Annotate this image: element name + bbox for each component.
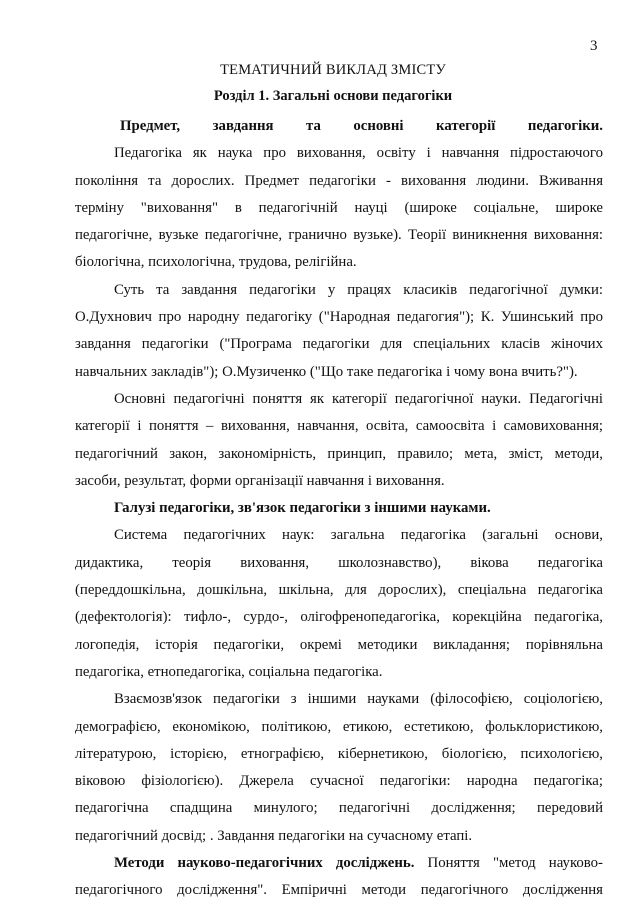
- line-text: Поняття "метод науково-: [414, 855, 603, 872]
- text-line: [75, 168, 603, 195]
- bold-heading: Предмет, завдання та основні категорії педагогіки.: [120, 118, 603, 134]
- text-line: [75, 222, 603, 249]
- body-text: [75, 113, 603, 905]
- line-text: Взаємозв'язок педагогіки з іншими науками (філософією, соціологією,: [114, 691, 603, 708]
- line-text: О.Духнович про народну педагогіку ("Народная педагогия"); К. Ушинський про: [75, 309, 603, 326]
- text-line: [75, 604, 603, 631]
- text-line: [75, 249, 603, 276]
- text-line: [75, 304, 603, 331]
- text-line: [75, 195, 603, 222]
- text-line: [75, 113, 603, 140]
- line-text: біологічна, психологічна, трудова, релігійна.: [75, 254, 357, 271]
- line-text: завдання педагогіки ("Програма педагогіки для спеціальних класів жіночих: [75, 336, 603, 353]
- page-number: 3: [590, 38, 598, 54]
- text-line: [75, 331, 603, 358]
- text-line: [75, 277, 603, 304]
- section-title: Розділ 1. Загальні основи педагогіки: [213, 88, 453, 104]
- line-text: (дефектологія): тифло-, сурдо-, олігофренопедагогіка, корекційна педагогіка,: [75, 609, 603, 626]
- text-line: [75, 768, 603, 795]
- line-text: педагогічний досвід; . Завдання педагогіки на сучасному етапі.: [75, 827, 473, 844]
- line-text: літературою, історією, етнографією, кібернетикою, біологією, психологією,: [75, 745, 603, 762]
- line-text: Педагогіка як наука про виховання, освіту і навчання підростаючого: [114, 145, 603, 162]
- line-text: Основні педагогічні поняття як категорії педагогічної науки. Педагогічні: [114, 390, 603, 407]
- line-text: Система педагогічних наук: загальна педагогіка (загальні основи,: [114, 527, 603, 544]
- text-line: [75, 550, 603, 577]
- text-line: [75, 877, 603, 904]
- text-line: [75, 359, 603, 386]
- bold-heading: Методи науково-педагогічних досліджень.: [114, 855, 415, 872]
- text-line: [75, 413, 603, 440]
- line-text: покоління та дорослих. Предмет педагогіки - виховання людини. Вживання: [75, 172, 603, 189]
- text-line: [75, 741, 603, 768]
- text-line: [75, 714, 603, 741]
- text-line: [75, 632, 603, 659]
- line-text: педагогіка, етнопедагогіка, соціальна педагогіка.: [75, 663, 383, 680]
- line-text: демографією, економікою, політикою, етикою, естетикою, фольклористикою,: [75, 718, 603, 735]
- line-text: педагогічне, вузьке педагогічне, гранично вузьке). Теорії виникнення виховання:: [75, 227, 603, 244]
- line-text: логопедія, історія педагогіки, окремі методики викладання; порівняльна: [75, 636, 603, 653]
- text-line: [75, 823, 603, 850]
- line-text: педагогічний закон, закономірність, принцип, правило; мета, зміст, методи,: [75, 445, 603, 462]
- line-text: Суть та завдання педагогіки у працях класиків педагогічної думки:: [114, 281, 603, 298]
- text-line: [75, 386, 603, 413]
- text-line: [75, 577, 603, 604]
- text-line: [75, 850, 603, 877]
- text-line: [75, 140, 603, 167]
- line-text: педагогічна спадщина минулого; педагогічні дослідження; передовий: [75, 800, 603, 817]
- text-line: [75, 441, 603, 468]
- bold-heading: Галузі педагогіки, зв'язок педагогіки з іншими науками.: [114, 500, 491, 517]
- line-text: (переддошкільна, дошкільна, шкільна, для дорослих), спеціальна педагогіка: [75, 582, 603, 599]
- text-line: [75, 468, 603, 495]
- line-text: педагогічного дослідження". Емпіричні методи педагогічного дослідження: [75, 882, 603, 899]
- document-title: ТЕМАТИЧНИЙ ВИКЛАД ЗМІСТУ: [220, 62, 446, 78]
- text-line: [75, 522, 603, 549]
- text-line: [75, 659, 603, 686]
- line-text: навчальних закладів"); О.Музиченко ("Що таке педагогіка і чому вона вчить?").: [75, 363, 578, 380]
- line-text: засоби, результат, форми організації навчання і виховання.: [75, 472, 445, 489]
- text-line: [75, 495, 603, 522]
- line-text: віковою фізіологією). Джерела сучасної педагогіки: народна педагогіка;: [75, 773, 603, 790]
- line-text: терміну "виховання" в педагогічній науці (широке соціальне, широке: [75, 199, 603, 216]
- line-text: дидактика, теорія виховання, школознавство), вікова педагогіка: [75, 554, 603, 571]
- text-line: [75, 686, 603, 713]
- line-text: категорії і поняття – виховання, навчання, освіта, самоосвіта і самовиховання;: [75, 418, 603, 435]
- text-line: [75, 795, 603, 822]
